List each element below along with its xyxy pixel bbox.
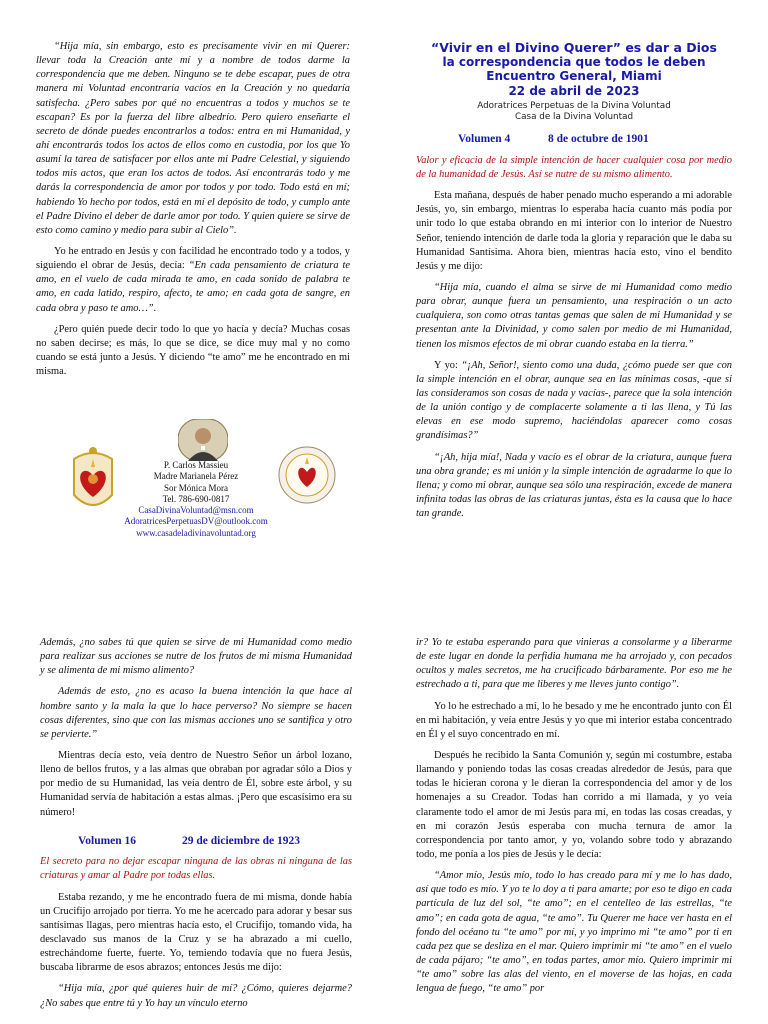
body-paragraph: Y yo: “¡Ah, Señor!, siento como una duda, ¿cómo puede ser que con la simple intención en el obrar, aunque sea en las mínimas cosas, -que si las consideramos son cosas de nada y vacías-, parece que la sola intención de la unión contigo y de complacerte solamente a ti las llena, y Tú las elevas en ese modo supremo, haciéndolas aparecer como cosas grandísimas?” bbox=[416, 359, 732, 442]
quote-paragraph: “Hija mía, sin embargo, esto es precisamente vivir en mi Querer: llevar toda la Creación ante mí y a nombre de todos darme la correspondencia que me deben. Ninguno se te debe escapar, pues de otra manera mi Voluntad encontraría vacíos en la Creación y no quedaría satisfecha. ¿Pero sabes por qué no encuentras a todos y muchos se te escapan? Es por la fuerza del libre albedrío. Pero quiero enseñarte el secreto de dónde puedes encontrarlos a todos: entra en mi Humanidad, y ahí encontrarás todos los actos de ellos como en custodia, por los que Yo asumí la tarea de satisfacer por ellos ante mi Padre Celestial, y siguiendo todos mis actos, que eran los actos de todos. Así encontrarás todo y me darás la correspondencia de amor por todos y por todo. Todo está en mí; habiendo Yo hecho por todos, está en mí el depósito de todo, y cumplo ante el Padre Divino el deber de darle amor por todo. Y quien quiere se sirve de esto como camino y medio para subir al Cielo”. bbox=[36, 41, 350, 236]
quote-paragraph: “Hija mía, ¿por qué quieres huir de mí? ¿Cómo, quieres dejarme? ¿No sabes que entre tú y Yo hay un vínculo eterno bbox=[40, 983, 352, 1009]
quote-paragraph: “Hija mía, cuando el alma se sirve de mi Humanidad como medio para obrar, aunque fuera un pensamiento, una respiración o un acto cualquiera, son como otras tantas gemas que salen de mi Humanidad y se presentan ante la Divinidad, y como salen por medio de mi Humanidad, tienen los mismos efectos de mi obrar cuando estaba en la tierra.” bbox=[416, 282, 732, 350]
priest-portrait-icon bbox=[178, 419, 228, 461]
contact-email-link[interactable]: AdoratricesPerpetuasDV@outlook.com bbox=[124, 516, 268, 527]
body-paragraph: Mientras decía esto, veía dentro de Nuestro Señor un árbol lozano, lleno de bellos frutos, y a las almas que obraban por agradar sólo a Dios y por medio de su Humanidad, las veía dentro de Él, sobre este árbol, y su Humanidad servía de habitación a estas almas. ¡Pero que escasísimo era su número! bbox=[40, 749, 352, 818]
quote-paragraph: Además de esto, ¿no es acaso la buena intención la que hace al hombre santo y la mala la que lo hace perverso? No siempre se hacen cosas diferentes, sino que con las mismas acciones uno se santifica y otro se pervierte.” bbox=[40, 686, 352, 740]
body-paragraph: Estaba rezando, y me he encontrado fuera de mi misma, donde había un Crucifijo arrojado por tierra. Yo me he acercado para adorar y besar sus santísimas llagas, pero mientras hacía esto, el Crucifijo, tomando vida, ha desclavado sus manos de la Cruz y se ha abrazado a mi cuello, estrechándome fuerte, fuerte. Yo, temiendo todavía que no fuera Jesús, buscaba librarme de esos abrazos; entonces Jesús me dijo: bbox=[40, 891, 352, 974]
top-left-column bbox=[36, 40, 350, 386]
top-right-column bbox=[416, 40, 732, 528]
volume-heading: Volumen 4 8 de octubre de 1901 bbox=[458, 133, 649, 146]
contact-website-link[interactable]: www.casadeladivinavoluntad.org bbox=[136, 527, 256, 538]
body-paragraph: Después he recibido la Santa Comunión y, según mi costumbre, estaba llamando y poniendo todas las cosas creadas alrededor de Jesús, para que todas le hicieran corona y le dieran la correspondencia del amor y de los homenajes a su Creador. Todas han corrido a mi llamada, y yo veía claramente todo el amor de mi Jesús para mí, en todas las cosas creadas, y en mi corazón Jesús esperaba con mucha ternura de amor la correspondencia por tanto amor, y yo, volando sobre todo y abrazando todo, me ponía a los pies de Jesús y le decía: bbox=[416, 749, 732, 860]
bottom-right-column bbox=[416, 636, 732, 1024]
quote-paragraph: “Amor mío, Jesús mío, todo lo has creado para mí y me lo has dado, así que todo es mío. Y yo te lo doy a ti para amarte; por eso te digo en cada partícula de luz del sol, “te amo”; en el centelleo de las estrellas, “te amo”; en cada gota de agua, “te amo”. Tu Querer me hace ver hasta en el fondo del océano tu “te amo” por mí, y yo imprimo mi “te amo” por ti en cada pez que se desliza en el mar. Quiero imprimir mi “te amo” en el vuelo de cada pájaro; “te amo”, en todas partes, amor mío. Quiero imprimir mi “te amo” sobre las alas del viento, en el moverse de las hojas, en cada lengua de fuego, “te amo” por bbox=[416, 870, 732, 995]
body-paragraph: Yo he entrado en Jesús y con facilidad he encontrado todo y a todos, y siguiendo el obrar de Jesús, decía: “En cada pensamiento de criatura te amo, en el vuelo de cada mirada te amo, en cada sonido de palabra te amo, en cada latido, respiro, afecto, te amo; en cada gota de sangre, en cada obra y paso te amo…”. bbox=[36, 245, 350, 314]
volume-heading: Volumen 16 29 de diciembre de 1923 bbox=[78, 834, 300, 847]
document-header bbox=[416, 40, 732, 122]
section-subtitle: El secreto para no dejar escapar ninguna de las obras ni ninguna de las criaturas y amar al Padre por todas ellas. bbox=[40, 856, 352, 882]
body-paragraph: Esta mañana, después de haber penado mucho esperando a mi adorable Jesús, yo, sin embargo, mientras lo esperaba hacía cuanto más podía por unir todo lo que estaba obrando en mi interior con lo interior de Nuestro Señor, teniendo intención de darle toda la gloria y reparación que le daba su Humanidad Santísima. Ahora bien, mientras hacía esto, vino el bendito Jesús y me dijo: bbox=[416, 190, 732, 272]
contact-name: Sor Mónica Mora bbox=[164, 482, 228, 493]
quote-paragraph: Además, ¿no sabes tú que quien se sirve de mi Humanidad como medio para realizar sus acciones se nutre de los frutos de mi misma Humanidad y se alimenta de mi mismo alimento? bbox=[40, 637, 352, 677]
contact-name: Madre Marianela Pérez bbox=[153, 471, 239, 482]
header-title-line: “Vivir en el Divino Querer” es dar a Dios bbox=[431, 40, 717, 55]
body-paragraph: Yo lo he estrechado a mí, lo he besado y me he encontrado junto con Él en mi habitación, y veía entre Jesús y yo que mi interior estaba concentrado en Él y el suyo concentrado en mí. bbox=[416, 700, 732, 740]
section-subtitle: Valor y eficacia de la simple intención de hacer cualquier cosa por medio de la humanidad de Jesús. Así se nutre de su mismo alimento. bbox=[416, 154, 732, 181]
quote-paragraph: “¡Ah, hija mía!, Nada y vacío es el obrar de la criatura, aunque fuera una obra grande; es mi unión y la simple intención de agradarme lo que lo llena; y como mi obrar, aunque sea sólo una respiración, excede de manera infinita todas las obras de las criaturas juntas, ésta es la causa que lo hace tan grande. bbox=[416, 451, 732, 520]
header-org: Adoratrices Perpetuas de la Divina Voluntad bbox=[477, 101, 671, 112]
header-event: Encuentro General, Miami bbox=[486, 69, 662, 84]
contact-block bbox=[112, 460, 280, 539]
header-title-line: la correspondencia que todos le deben bbox=[442, 55, 706, 69]
divine-will-seal-icon bbox=[277, 445, 337, 505]
header-date: 22 de abril de 2023 bbox=[508, 83, 640, 98]
body-paragraph: ¿Pero quién puede decir todo lo que yo hacía y decía? Muchas cosas no saben decirse; es más, lo que se dice, se dice muy mal y no como cuando se está junto a Jesús. Y diciendo “te amo” me he encontrado en mi misma. bbox=[36, 323, 350, 378]
contact-phone: Tel. 786-690-0817 bbox=[162, 493, 230, 504]
contact-email-link[interactable]: CasaDivinaVoluntad@msn.com bbox=[138, 505, 254, 515]
quote-paragraph: ir? Yo te estaba esperando para que vinieras a consolarme y a liberarme de este lugar en donde la perfidia humana me ha arrojado y, con pecados ocultos y males secretos, me ha crucificado bárbaramente. Por eso me he estrechado a ti, para que me liberes y me lleves junto contigo”. bbox=[416, 637, 732, 691]
header-org: Casa de la Divina Voluntad bbox=[514, 111, 634, 122]
bottom-left-column bbox=[40, 636, 352, 1018]
contact-name: P. Carlos Massieu bbox=[163, 460, 229, 470]
